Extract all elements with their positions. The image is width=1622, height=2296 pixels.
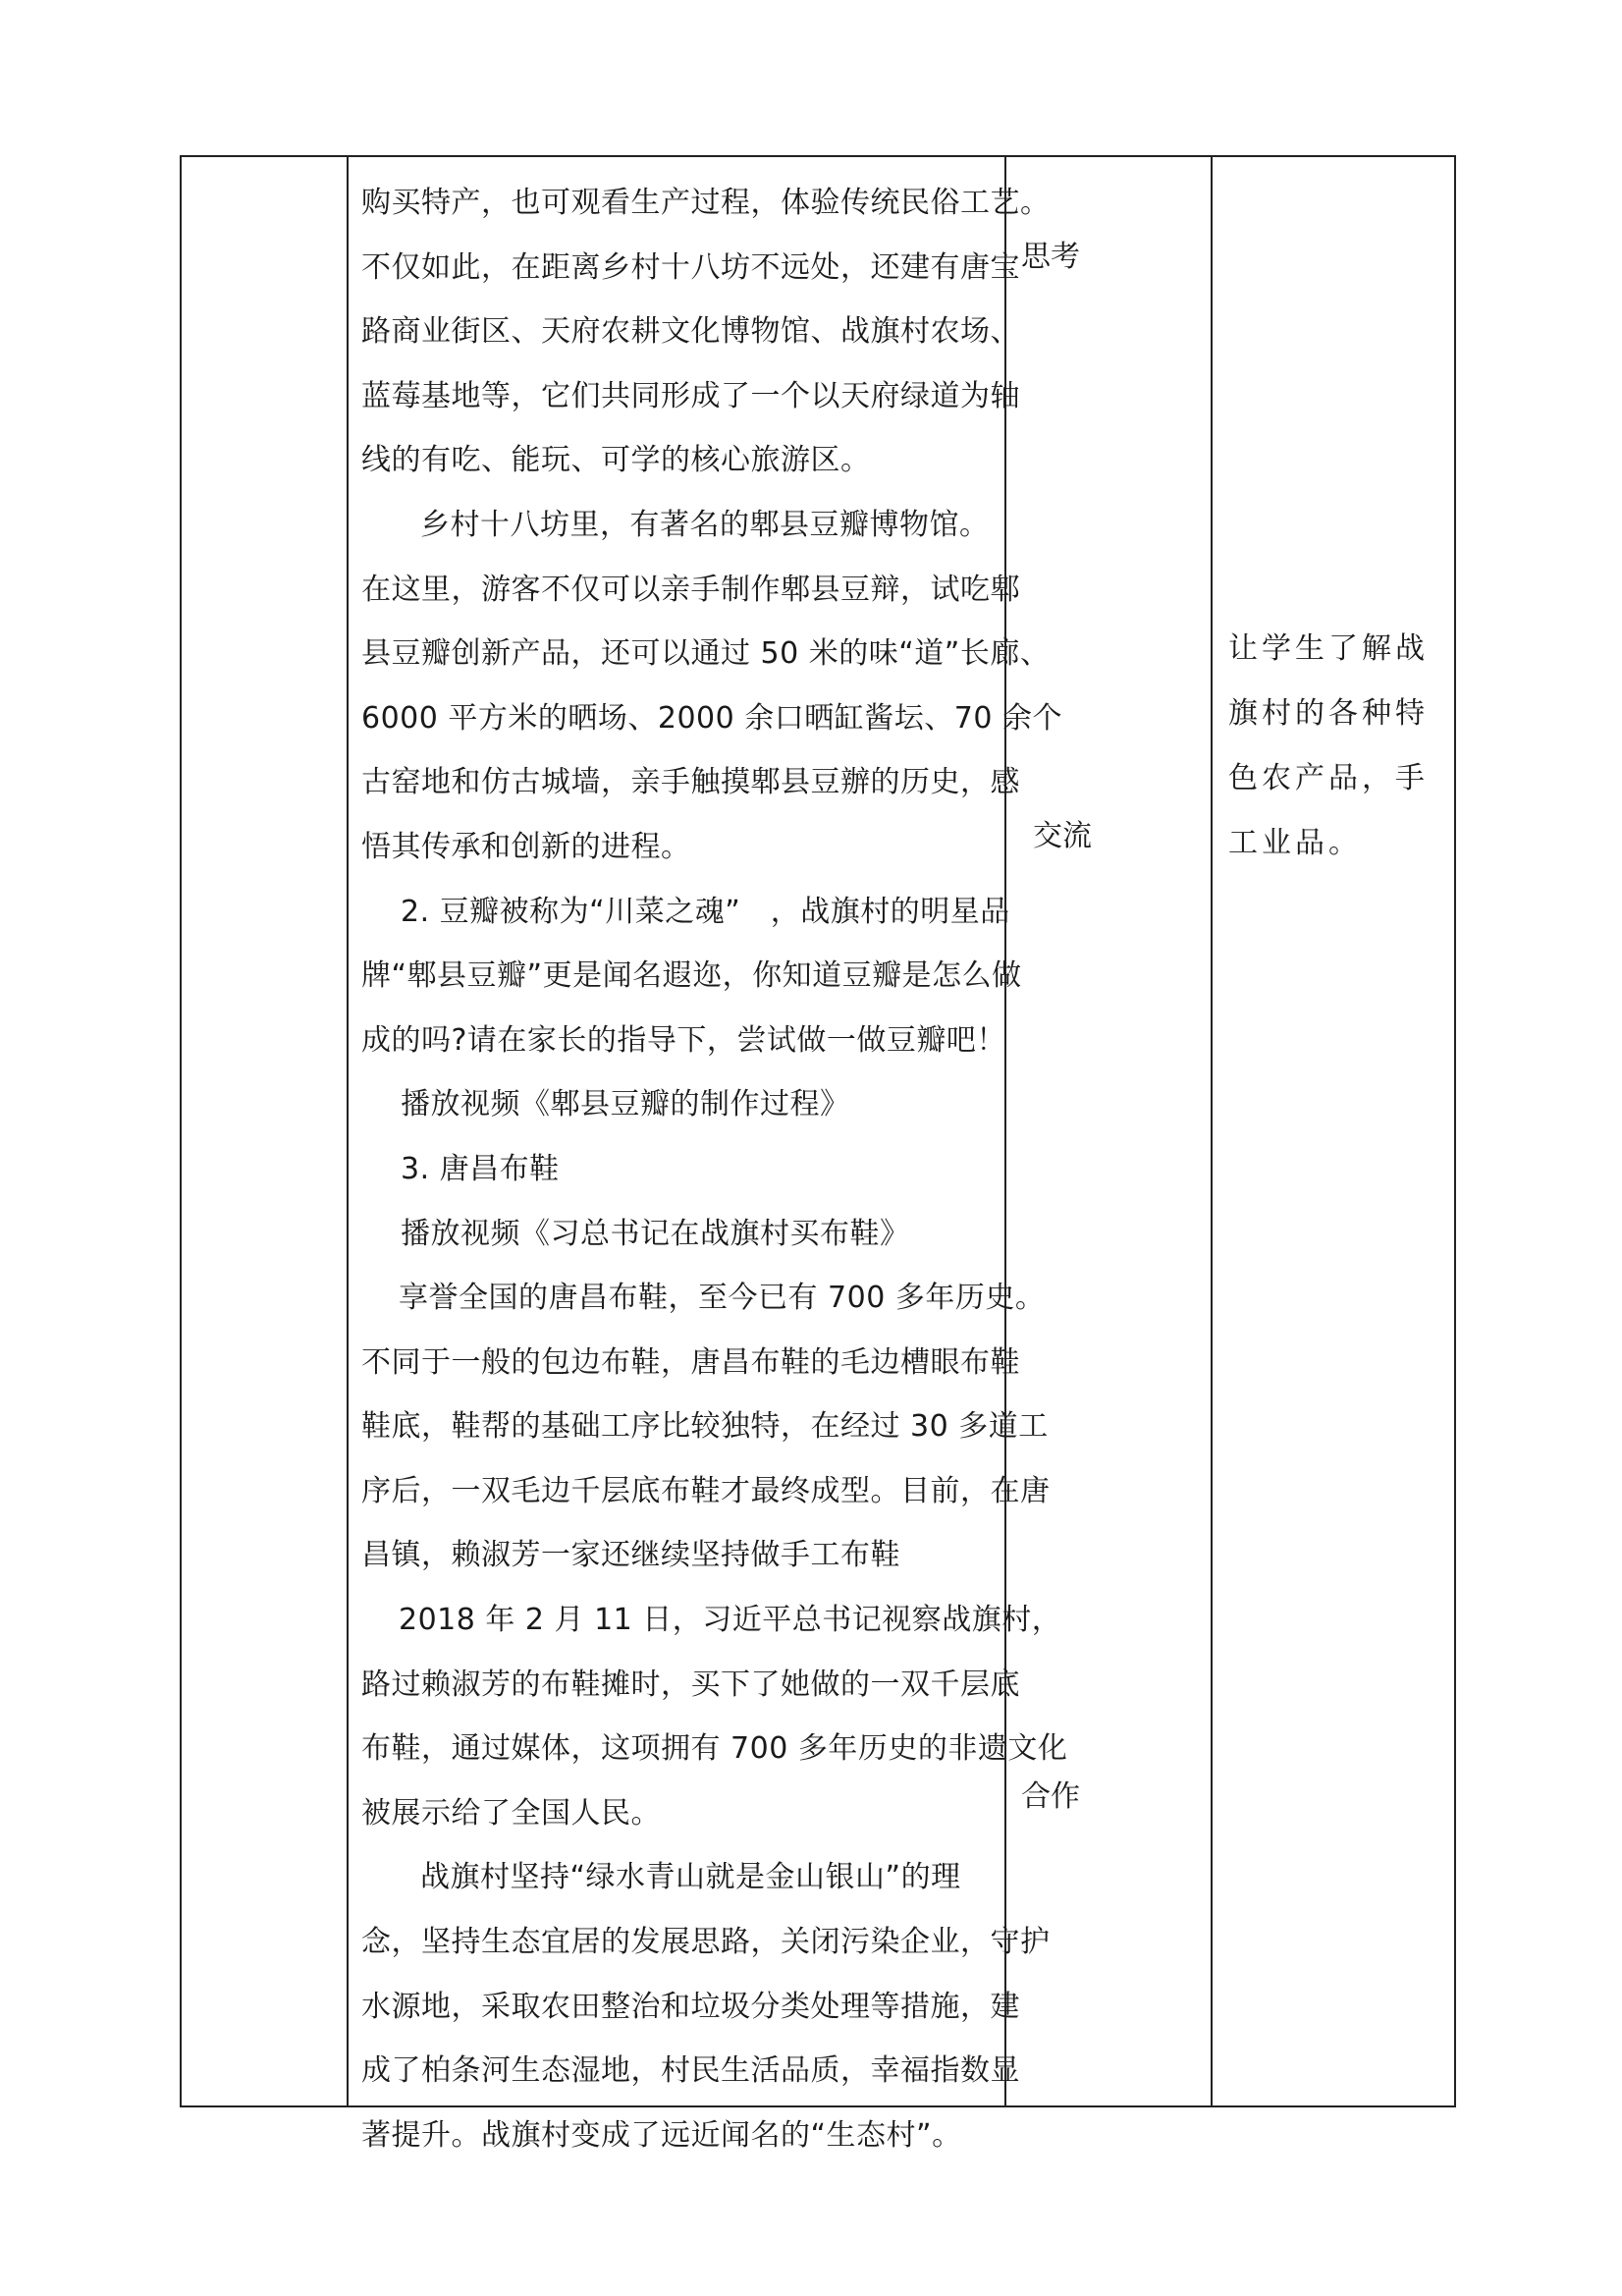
content-line: 线的有吃、能玩、可学的核心旅游区。 xyxy=(361,443,871,478)
content-line: 鞋底，鞋帮的基础工序比较独特，在经过 30 多道工 xyxy=(361,1409,1049,1445)
activity-exchange: 交流 xyxy=(1033,819,1092,853)
content-line: 昌镇，赖淑芳一家还继续坚持做手工布鞋 xyxy=(361,1538,900,1573)
content-line: 蓝莓基地等，它们共同形成了一个以天府绿道为轴 xyxy=(361,378,1020,413)
content-line: 序后，一双毛边千层底布鞋才最终成型。目前，在唐 xyxy=(361,1473,1051,1508)
content-line: 念，坚持生态宜居的发展思路，关闭污染企业，守护 xyxy=(361,1925,1051,1960)
content-line: 成了柏条河生态湿地，村民生活品质，幸福指数显 xyxy=(361,2053,1020,2089)
design-intent-text: 让学生了解战旗村的各种特色农产品，手工业品。 xyxy=(1228,631,1429,860)
content-line: 乡村十八坊里，有著名的郫县豆瓣博物馆。 xyxy=(420,507,990,542)
content-line: 播放视频《习总书记在战旗村买布鞋》 xyxy=(401,1216,910,1251)
activity-think: 思考 xyxy=(1021,240,1080,274)
content-line: 享誉全国的唐昌布鞋，至今已有 700 多年历史。 xyxy=(399,1281,1046,1316)
content-line: 路商业街区、天府农耕文化博物馆、战旗村农场、 xyxy=(361,314,1020,350)
lesson-plan-table xyxy=(180,155,1456,2153)
content-line: 古窑地和仿古城墙，亲手触摸郫县豆辦的历史，感 xyxy=(361,765,1020,800)
content-line: 购买特产，也可观看生产过程，体验传统民俗工艺。 xyxy=(361,186,1051,220)
content-line: 不同于一般的包边布鞋，唐昌布鞋的毛边槽眼布鞋 xyxy=(361,1344,1020,1380)
content-line: 路过赖淑芳的布鞋摊时，买下了她做的一双千层底 xyxy=(361,1667,1020,1702)
content-line: 2018 年 2 月 11 日，习近平总书记视察战旗村， xyxy=(399,1603,1062,1638)
content-line: 战旗村坚持“绿水青山就是金山银山”的理 xyxy=(420,1860,961,1895)
content-line: 布鞋，通过媒体，这项拥有 700 多年历史的非遗文化 xyxy=(361,1731,1068,1767)
content-line: 水源地，采取农田整治和垃圾分类处理等措施，建 xyxy=(361,1989,1020,2024)
content-line: 在这里，游客不仅可以亲手制作郫县豆辩，试吃郫 xyxy=(361,572,1020,607)
stage-cell xyxy=(182,157,347,2105)
content-line: 播放视频《郫县豆瓣的制作过程》 xyxy=(401,1087,850,1122)
content-line: 成的吗?请在家长的指导下，尝试做一做豆瓣吧！ xyxy=(361,1022,1006,1058)
content-line: 县豆瓣创新产品，还可以通过 50 米的味“道”长廊、 xyxy=(361,636,1051,672)
content-line: 3. 唐昌布鞋 xyxy=(401,1151,560,1186)
design-intent-cell xyxy=(1213,157,1456,2105)
content-line: 被展示给了全国人民。 xyxy=(361,1795,661,1831)
content-line: 悟其传承和创新的进程。 xyxy=(361,829,691,864)
content-line: 牌“郫县豆瓣”更是闻名遐迩，你知道豆瓣是怎么做 xyxy=(361,958,1022,994)
activity-cooperate: 合作 xyxy=(1021,1779,1080,1814)
content-line: 2. 豆瓣被称为“川菜之魂” ，战旗村的明星品 xyxy=(401,894,1010,929)
content-line: 6000 平方米的晒场、2000 余口晒缸酱坛、70 余个 xyxy=(361,700,1062,736)
content-line: 著提升。战旗村变成了远近闻名的“生态村”。 xyxy=(361,2117,962,2153)
content-line: 不仅如此，在距离乡村十八坊不远处，还建有唐宝 xyxy=(361,249,1020,285)
